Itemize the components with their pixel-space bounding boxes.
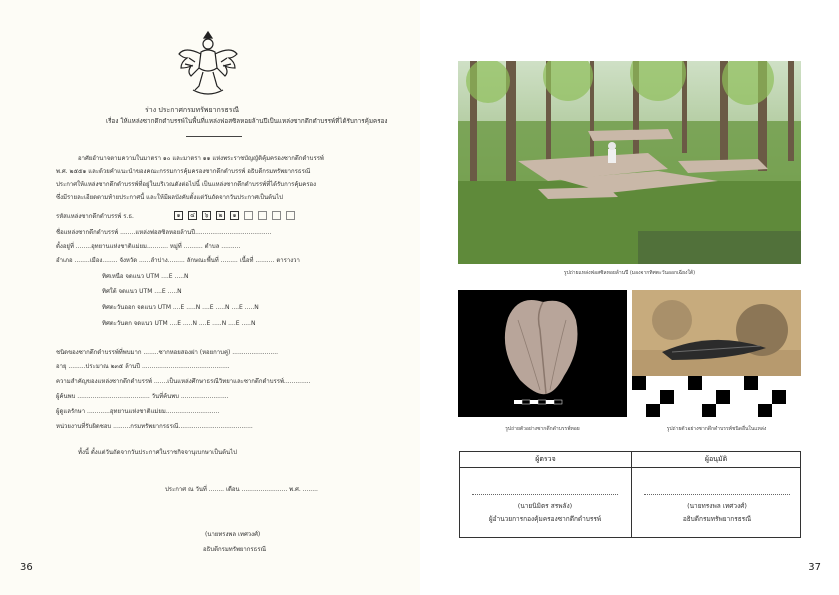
table-divider (631, 452, 632, 537)
approver-name: (นายทรงพล เทศวงศ์) (687, 502, 747, 510)
caretaker-line: ผู้ดูแลรักษา ............อุทยานแห่งชาติแม่ยม............................ (56, 408, 220, 415)
approver-header: ผู้อนุมัติ (632, 452, 800, 468)
signer-title: อธิบดีกรมทรัพยากรธรณี (203, 546, 267, 553)
reviewer-signature-line (472, 494, 618, 495)
shell-fossil-photo (458, 290, 627, 417)
shell-photo-caption: รูปถ่ายตัวอย่างซากดึกดำบรรพ์หอย (505, 426, 580, 432)
coordinate-row: ทิศเหนือ จดแนว UTM ....E .....N (102, 273, 189, 280)
importance-line: ความสำคัญของแหล่งซากดึกดำบรรพ์ .......เป็นแหล่งศึกษาธรณีวิทยาและซากดึกดำบรรพ์.............. (56, 378, 311, 385)
coordinate-row: ทิศตะวันตก จดแนว UTM ....E .....N ....E .....N ....E .....N (102, 320, 256, 327)
code-box (286, 211, 295, 220)
signature-table (459, 451, 801, 538)
signer-name: (นายทรงพล เทศวงศ์) (205, 531, 261, 538)
site-name-field: ชื่อแหล่งซากดึกดำบรรพ์ ........แหล่งฟอสซิลหอยล้านปี........................................ (56, 229, 272, 236)
body-line-2: พ.ศ. ๒๕๕๑ และด้วยคำแนะนำของคณะกรรมการคุ้มครองซากดึกดำบรรพ์ อธิบดีกรมทรัพยากรธรณี (56, 168, 311, 175)
code-box: ๔ (188, 211, 197, 220)
body-line-4: ซึ่งมีรายละเอียดตามท้ายประกาศนี้ และให้มีผลบังคับตั้งแต่วันถัดจากวันประกาศเป็นต้นไป (56, 194, 283, 201)
age-line: อายุ .........ประมาณ ๒๓๕ ล้านปี .............................................. (56, 363, 230, 370)
location-field: ตั้งอยู่ที่ ........อุทยานแห่งชาติแม่ยม........... หมู่ที่ .......... ตำบล .......... (56, 243, 241, 250)
rock-photo-caption: รูปถ่ายตัวอย่างซากดึกดำบรรพ์ชนิดอื่นในแหล่ง (666, 426, 767, 432)
code-box (258, 211, 267, 220)
title-underline (186, 136, 242, 137)
page-number-right: 37 (808, 562, 821, 573)
code-box (244, 211, 253, 220)
garuda-emblem-icon (173, 28, 243, 100)
district-field: อำเภอ ........เมือง........ จังหวัด ......ลำปาง......... ลักษณะพื้นที่ ......... เนื้อที่ .......... ตารางวา (56, 257, 300, 264)
reviewer-name: (นายนิมิตร สรพลัง) (517, 502, 573, 510)
reviewer-title: ผู้อำนวยการกองคุ้มครองซากดึกดำบรรพ์ (488, 515, 602, 523)
body-line-3: ประกาศให้แหล่งซากดึกดำบรรพ์ที่อยู่ในบริเวณดังต่อไปนี้ เป็นแหล่งซากดึกดำบรรพ์ที่ได้รับการคุ้มครอง (56, 181, 317, 188)
site-photo (458, 61, 801, 264)
page-number-left: 36 (20, 562, 33, 573)
reviewer-header: ผู้ตรวจ (460, 452, 631, 468)
code-box: ๖ (202, 211, 211, 220)
notice-subject: เรื่อง ให้แหล่งซากดึกดำบรรพ์ในพื้นที่แหล่งฟอสซิลหอยล้านปีเป็นแหล่งซากดึกดำบรรพ์ที่ได้รับการคุ้มครอง (106, 118, 388, 125)
date-line: ประกาศ ณ วันที่ ........ เดือน ........................ พ.ศ. ........ (165, 486, 318, 493)
notice-title: ร่าง ประกาศกรมทรัพยากรธรณี (145, 106, 240, 114)
code-box: ๑ (230, 211, 239, 220)
site-photo-caption: รูปถ่ายแหล่งฟอสซิลหอยล้านปี (มองจากทิศตะวันออกเฉียงใต้) (563, 270, 696, 276)
agency-line: หน่วยงานที่รับผิดชอบ .........กรมทรัพยากรธรณี....................................... (56, 423, 253, 430)
fossil-type-line: ชนิดของซากดึกดำบรรพ์ที่พบมาก ........ซากหอยสองฝา (หอยกาบคู่) ........................ (56, 349, 279, 356)
site-code-label: รหัสแหล่งซากดึกดำบรรพ์ ร.ธ. (56, 213, 134, 220)
effective-line: ทั้งนี้ ตั้งแต่วันถัดจากวันประกาศในราชกิจจานุเบกษาเป็นต้นไป (78, 449, 237, 456)
approver-title: อธิบดีกรมทรัพยากรธรณี (682, 515, 752, 523)
code-box: ๒ (216, 211, 225, 220)
code-box: ๑ (174, 211, 183, 220)
discoverer-line: ผู้ค้นพบ ...................................... วันที่ค้นพบ ......................... (56, 393, 229, 400)
coordinate-row: ทิศตะวันออก จดแนว UTM ....E .....N ....E .....N ....E .....N (102, 304, 259, 311)
coordinate-row: ทิศใต้ จดแนว UTM ....E .....N (102, 288, 182, 295)
code-box (272, 211, 281, 220)
body-line-1: อาศัยอำนาจตามความในมาตรา ๑๐ และมาตรา ๑๑ แห่งพระราชบัญญัติคุ้มครองซากดึกดำบรรพ์ (78, 155, 324, 162)
rock-fossil-photo (632, 290, 801, 417)
approver-signature-line (644, 494, 790, 495)
